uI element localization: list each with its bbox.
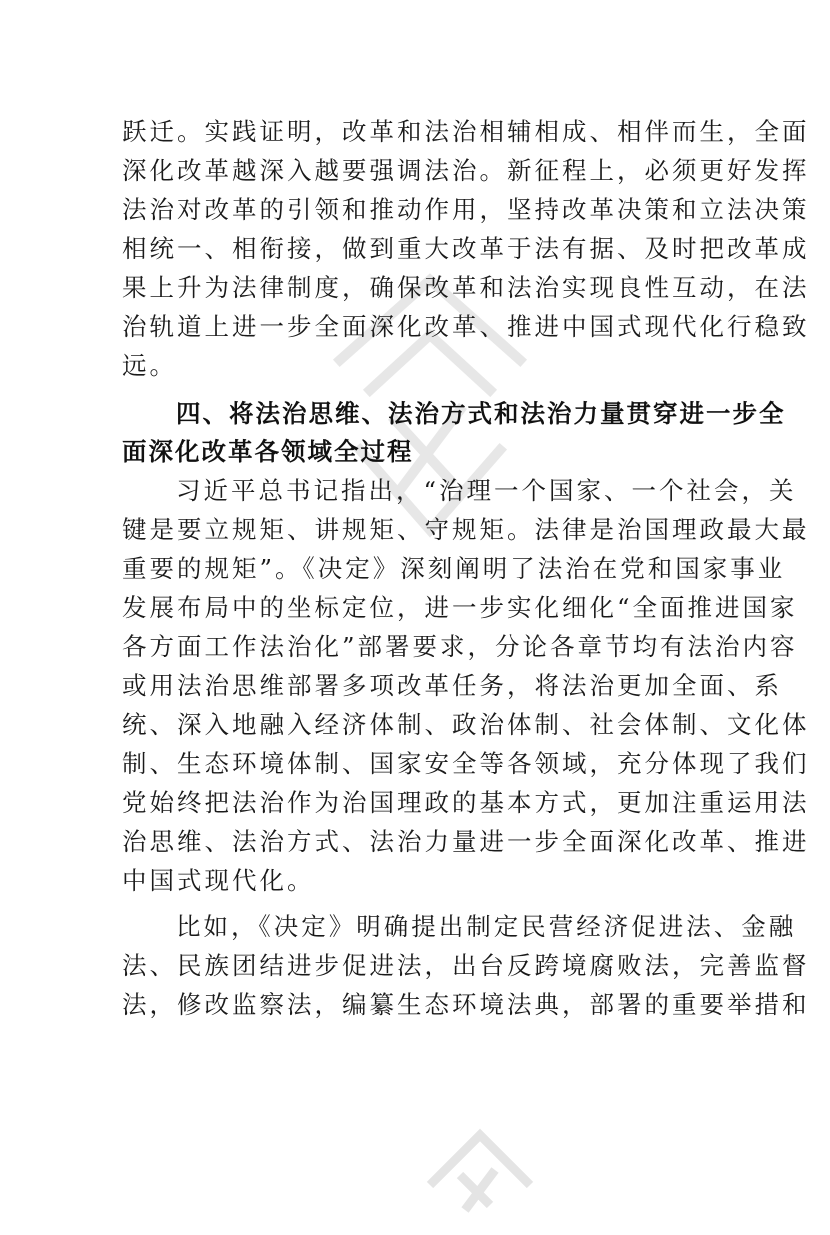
text-line: 比如，《决定》明确提出制定民营经济促进法、金融 <box>176 912 797 941</box>
text-line: 中国式现代化。 <box>122 866 315 895</box>
text-line: 法、民族团结进步促进法，出台反跨境腐败法，完善监督 <box>122 951 810 980</box>
text-line: 相统一、相衔接，做到重大改革于法有据、及时把改革成 <box>122 234 810 263</box>
heading-line: 面深化改革各领域全过程 <box>122 437 414 466</box>
text-line: 跃迁。实践证明，改革和法治相辅相成、相伴而生，全面 <box>122 117 810 146</box>
text-line: 键是要立规矩、讲规矩、守规矩。法律是治国理政最大最 <box>122 515 810 544</box>
text-line: 法治对改革的引领和推动作用，坚持改革决策和立法决策 <box>122 195 810 224</box>
text-line: 果上升为法律制度，确保改革和法治实现良性互动，在法 <box>122 273 810 302</box>
text-line: 治思维、法治方式、法治力量进一步全面深化改革、推进 <box>122 827 810 856</box>
paragraph-3 <box>122 907 810 1024</box>
text-line: 深化改革越深入越要强调法治。新征程上，必须更好发挥 <box>122 156 810 185</box>
text-line: 制、生态环境体制、国家安全等各领域，充分体现了我们 <box>122 749 810 778</box>
text-line: 重要的规矩”。《决定》深刻阐明了法治在党和国家事业 <box>122 554 786 583</box>
text-line: 治轨道上进一步全面深化改革、推进中国式现代化行稳致 <box>122 312 810 341</box>
section-heading <box>122 395 786 471</box>
text-line: 党始终把法治作为治国理政的基本方式，更加注重运用法 <box>122 788 810 817</box>
document-body <box>122 112 810 1024</box>
text-line: 发展布局中的坐标定位，进一步实化细化“全面推进国家 <box>122 593 798 622</box>
text-line: 各方面工作法治化”部署要求，分论各章节均有法治内容 <box>122 632 798 661</box>
text-line: 法，修改监察法，编纂生态环境法典，部署的重要举措和 <box>122 990 810 1019</box>
paragraph-1 <box>122 112 810 385</box>
watermark-bottom-icon <box>420 1115 540 1235</box>
text-line: 习近平总书记指出，“治理一个国家、一个社会，关 <box>176 476 797 505</box>
text-line: 或用法治思维部署多项改革任务，将法治更加全面、系 <box>122 671 782 700</box>
heading-line: 四、将法治思维、法治方式和法治力量贯穿进一步全 <box>176 399 786 428</box>
paragraph-2 <box>122 471 810 900</box>
text-line: 统、深入地融入经济体制、政治体制、社会体制、文化体 <box>122 710 810 739</box>
text-line: 远。 <box>122 351 177 380</box>
